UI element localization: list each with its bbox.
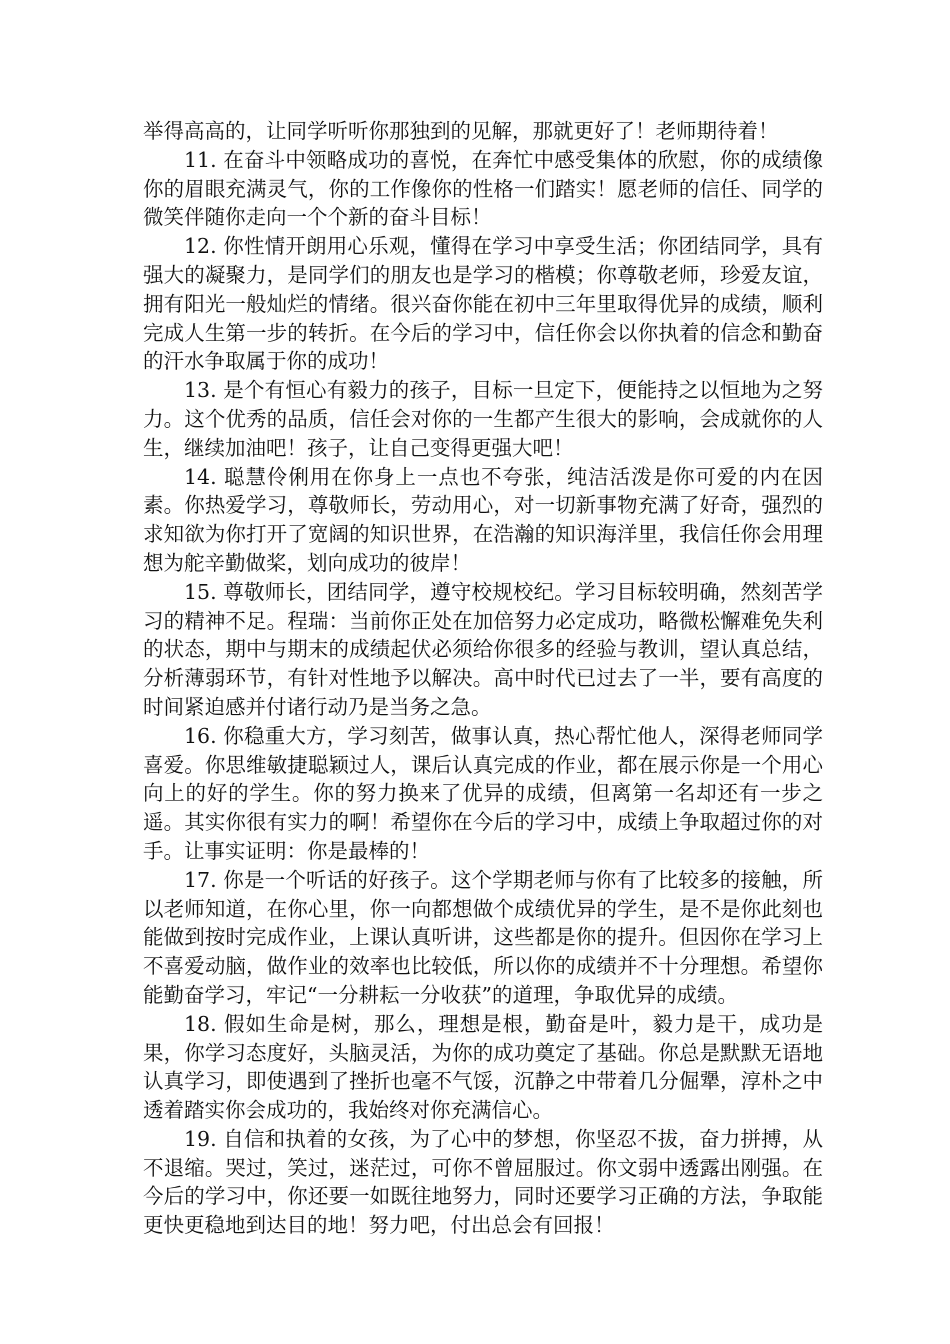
paragraph-14: 14. 聪慧伶俐用在你身上一点也不夸张，纯洁活泼是你可爱的内在因素。你热爱学习，尊敬师长，劳动用心，对一切新事物充满了好奇，强烈的求知欲为你打开了宽阔的知识世界，在浩瀚的知识海洋里，我信任你会用理想为舵辛勤做桨，划向成功的彼岸！ (143, 464, 823, 575)
paragraph-11: 11. 在奋斗中领略成功的喜悦，在奔忙中感受集体的欣慰，你的成绩像你的眉眼充满灵气，你的工作像你的性格一们踏实！愿老师的信任、同学的微笑伴随你走向一个个新的奋斗目标！ (143, 147, 823, 230)
paragraph-19: 19. 自信和执着的女孩，为了心中的梦想，你坚忍不拔，奋力拼搏，从不退缩。哭过，笑过，迷茫过，可你不曾屈服过。你文弱中透露出刚强。在今后的学习中，你还要一如既往地努力，同时还要学习正确的方法，争取能更快更稳地到达目的地！努力吧，付出总会有回报！ (143, 1126, 823, 1238)
paragraph-15: 15. 尊敬师长，团结同学，遵守校规校纪。学习目标较明确，然刻苦学习的精神不足。程瑞：当前你正处在加倍努力必定成功，略微松懈难免失利的状态，期中与期末的成绩起伏必须给你很多的经验与教训，望认真总结，分析薄弱环节，有针对性地予以解决。高中时代已过去了一半，要有高度的时间紧迫感并付诸行动乃是当务之急。 (143, 579, 823, 719)
paragraph-16: 16. 你稳重大方，学习刻苦，做事认真，热心帮忙他人，深得老师同学喜爱。你思维敏捷聪颖过人，课后认真完成的作业，都在展示你是一个用心向上的好的学生。你的努力换来了优异的成绩，但离第一名却还有一步之遥。其实你很有实力的啊！希望你在今后的学习中，成绩上争取超过你的对手。让事实证明：你是最棒的！ (143, 723, 823, 863)
document-body (143, 117, 823, 1240)
paragraph-12: 12. 你性情开朗用心乐观，懂得在学习中享受生活；你团结同学，具有强大的凝聚力，是同学们的朋友也是学习的楷模；你尊敬老师，珍爱友谊，拥有阳光一般灿烂的情绪。很兴奋你能在初中三年里取得优异的成绩，顺利完成人生第一步的转折。在今后的学习中，信任你会以你执着的信念和勤奋的汗水争取属于你的成功！ (143, 234, 823, 374)
paragraph-continuation: 举得高高的，让同学听听你那独到的见解，那就更好了！老师期待着！ (143, 119, 779, 143)
paragraph-13: 13. 是个有恒心有毅力的孩子，目标一旦定下，便能持之以恒地为之努力。这个优秀的品质，信任会对你的一生都产生很大的影响，会成就你的人生，继续加油吧！孩子，让自己变得更强大吧！ (143, 378, 823, 460)
paragraph-18: 18. 假如生命是树，那么，理想是根，勤奋是叶，毅力是干，成功是果，你学习态度好，头脑灵活，为你的成功奠定了基础。你总是默默无语地认真学习，即使遇到了挫折也毫不气馁，沉静之中带着几分倔犟，淳朴之中透着踏实你会成功的，我始终对你充满信心。 (143, 1011, 823, 1123)
paragraph-17: 17. 你是一个听话的好孩子。这个学期老师与你有了比较多的接触，所以老师知道，在你心里，你一向都想做个成绩优异的学生，是不是你此刻也能做到按时完成作业，上课认真听讲，这些都是你的提升。但因你在学习上不喜爱动脑，做作业的效率也比较低，所以你的成绩并不十分理想。希望你能勤奋学习，牢记“一分耕耘一分收获”的道理，争取优异的成绩。 (143, 867, 823, 1007)
